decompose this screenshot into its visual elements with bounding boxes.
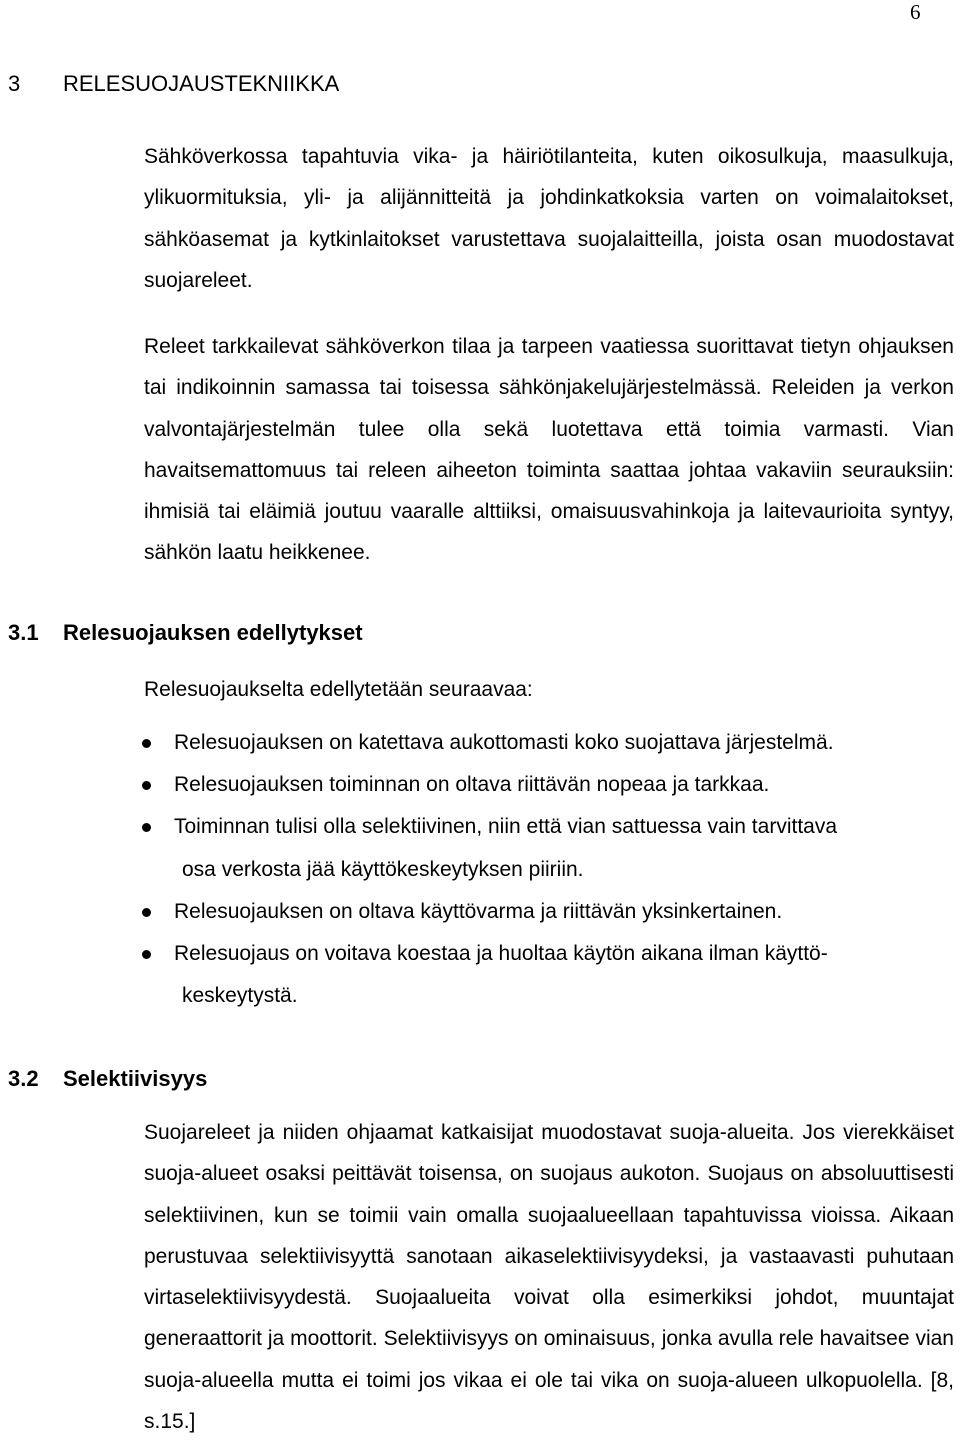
list-item-text: Relesuojaus on voitava koestaa ja huoltaa käytön aikana ilman käyttö- [174,942,828,966]
list-item-text: Relesuojauksen on oltava käyttövarma ja riittävän yksinkertainen. [174,899,783,923]
list-item [140,764,954,806]
list-item-text: Toiminnan tulisi olla selektiivinen, niin että vian sattuessa vain tarvittava [174,815,838,839]
list-item [140,806,954,890]
section-paragraph-2 [144,326,954,574]
subsection-heading-3-1 [8,620,363,646]
section-number: 3 [8,71,21,96]
requirements-list [140,722,954,1017]
page-number: 6 [910,0,921,24]
subsection-heading-3-2 [8,1066,207,1092]
bullet-icon [142,739,151,748]
bullet-icon [142,823,151,832]
subsection-number: 3.1 [8,620,39,645]
list-item-text: Relesuojauksen on katettava aukottomasti koko suojattava järjestelmä. [174,731,834,754]
subsection-number: 3.2 [8,1066,39,1091]
subsection-title: Relesuojauksen edellytykset [63,620,363,645]
list-item-text: Relesuojauksen toiminnan on oltava riittävän nopeaa ja tarkkaa. [174,773,770,797]
section-title: RELESUOJAUSTEKNIIKKA [63,71,340,96]
list-item [140,933,954,1017]
section-heading [8,71,339,97]
bullet-icon [142,781,151,790]
paragraph-text: Sähköverkossa tapahtuvia vika- ja häiriötilanteita, kuten oikosulkuja, maasulkuja, ylikuormituksia, yli- ja alijännitteitä ja johdinkatkoksia varten on voimalaitokset, sähköasemat ja kytkinlaitokset varustettava suojalaitteilla, joista osan muodostavat suojareleet. [144,145,954,292]
selectivity-paragraph [144,1112,954,1442]
list-item [140,891,954,933]
requirements-intro: Relesuojaukselta edellytetään seuraavaa: [144,678,533,701]
paragraph-text: Suojareleet ja niiden ohjaamat katkaisijat muodostavat suoja-alueita. Jos vierekkäiset suoja-alueet osaksi peittävät toisensa, on suojaus aukoton. Suojaus on absoluuttisesti selektiivinen, kun se toimii vain omalla suojaalueellaan tapahtuvissa vioissa. Aikaan perustuvaa selektiivisyyttä sanotaan aikaselektiivisyydeksi, ja vastaavasti puhutaan virtaselektiivisyydestä. Suojaalueita voivat olla esimerkiksi johdot, muuntajat generaattorit ja moottorit. Selektiivisyys on ominaisuus, jonka avulla rele havaitsee vian suoja-alueella mutta ei toimi jos vikaa ei ole tai vika on suoja-alueen ulkopuolella. [8, s.15.] [144,1121,954,1434]
subsection-title: Selektiivisyys [63,1066,208,1091]
section-paragraph-1 [144,136,954,301]
list-item [140,722,954,764]
paragraph-text: Releet tarkkailevat sähköverkon tilaa ja tarpeen vaatiessa suorittavat tietyn ohjauksen tai indikoinnin samassa tai toisessa sähkönjakelujärjestelmässä. Releiden ja verkon valvontajärjestelmän tulee olla sekä luotettava että toimia varmasti. Vian havaitsemattomuus tai releen aiheeton toiminta saattaa johtaa vakaviin seurauksiin: ihmisiä tai eläimiä joutuu vaaralle alttiiksi, omaisuusvahinkoja ja laitevaurioita syntyy, sähkön laatu heikkenee. [144,335,954,565]
list-item-continuation: osa verkosta jää käyttökeskeytyksen piiriin. [182,857,584,881]
bullet-icon [142,908,151,917]
list-item-continuation: keskeytystä. [182,984,298,1008]
bullet-icon [142,950,151,959]
